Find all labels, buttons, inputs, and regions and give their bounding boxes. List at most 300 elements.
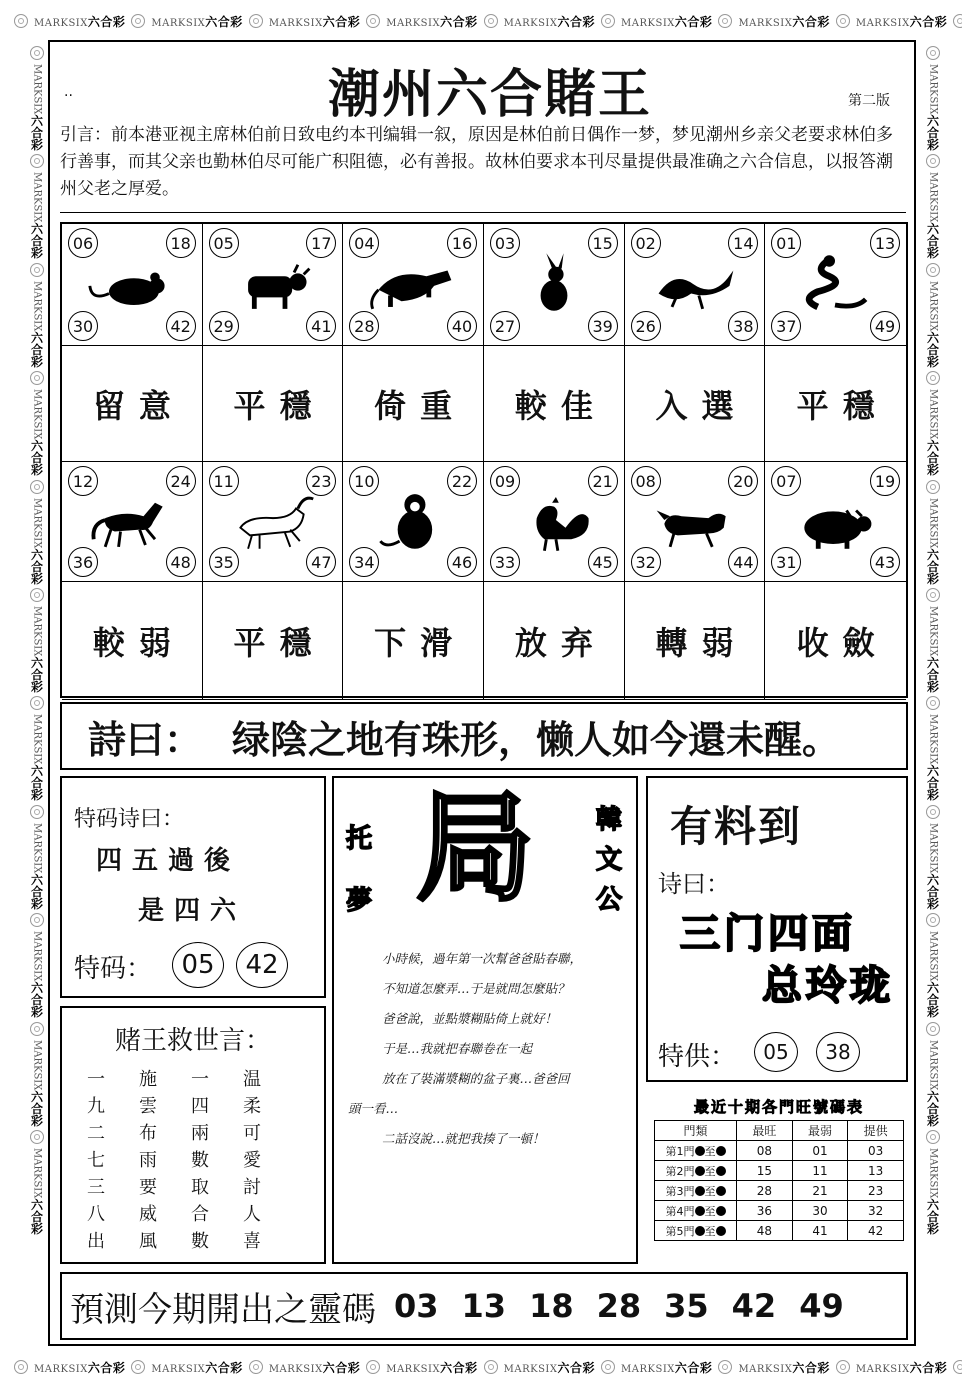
watermark-word: MARKSIX — [31, 714, 43, 765]
flower-ornament-icon — [601, 14, 615, 28]
wisdom-char: 温 — [243, 1069, 261, 1090]
flower-ornament-icon — [30, 913, 44, 927]
stats-cell: 28 — [737, 1181, 793, 1201]
number-ball: 17 — [306, 228, 336, 258]
number-ball: 05 — [209, 228, 239, 258]
tip-poem-label: 诗曰： — [658, 870, 730, 898]
number-ball: 11 — [209, 466, 239, 496]
watermark-brand: 六合彩 — [925, 547, 940, 584]
prediction-numbers — [394, 1287, 844, 1325]
poem-text: 绿陰之地有珠形，懒人如今還未醒。 — [232, 717, 841, 762]
side-char: 公 — [596, 885, 623, 915]
watermark-word: MARKSIX — [31, 172, 43, 223]
pig-icon — [789, 488, 881, 554]
wisdom-char: 施 — [139, 1069, 157, 1090]
number-ball: 18 — [166, 228, 196, 258]
prediction-number: 49 — [799, 1287, 844, 1325]
watermark-word: MARKSIX — [621, 1363, 675, 1375]
stats-cell: 08 — [737, 1141, 793, 1161]
watermark-brand: 六合彩 — [29, 547, 44, 584]
number-ball: 13 — [870, 228, 900, 258]
watermark-word: MARKSIX — [738, 1363, 793, 1375]
tip-supply-ball: 05 — [754, 1032, 798, 1072]
number-ball: 28 — [349, 311, 379, 341]
story-line: 于是…我就把春聯卷在一起 — [382, 1041, 533, 1056]
watermark-text — [29, 281, 46, 367]
flower-ornament-icon — [926, 480, 940, 494]
watermark-brand: 六合彩 — [29, 873, 44, 910]
number-ball: 38 — [728, 311, 758, 341]
watermark-brand: 六合彩 — [29, 1089, 44, 1126]
watermark-word: MARKSIX — [927, 714, 939, 765]
flower-ornament-icon — [131, 1360, 145, 1374]
number-ball: 03 — [490, 228, 520, 258]
flower-ornament-icon — [30, 588, 44, 602]
fortune-word: 收斂 — [765, 582, 906, 700]
watermark-brand: 六合彩 — [87, 14, 126, 29]
stats-header-row — [655, 1121, 904, 1141]
watermark-brand: 六合彩 — [205, 14, 243, 29]
wisdom-column — [84, 1066, 108, 1255]
side-char: 韓 — [596, 805, 623, 835]
watermark-text — [29, 823, 46, 909]
stats-header: 提供 — [848, 1121, 904, 1141]
stats-gate-cell — [655, 1201, 737, 1221]
fortune-word: 下滑 — [343, 582, 484, 700]
number-ball: 02 — [631, 228, 661, 258]
fortune-word: 平穩 — [203, 582, 344, 700]
watermark-brand: 六合彩 — [925, 1198, 940, 1235]
stats-cell: 11 — [792, 1161, 848, 1181]
story-line: 小時候，過年第一次幫爸爸貼春聯， — [382, 951, 583, 966]
number-ball: 09 — [490, 466, 520, 496]
flower-ornament-icon — [249, 14, 263, 28]
prediction-number: 42 — [731, 1287, 777, 1325]
special-code-ball: 42 — [236, 942, 288, 988]
stats-gate: 第4門 — [665, 1204, 695, 1218]
watermark-brand: 六合彩 — [29, 1198, 44, 1235]
stats-gate-cell — [655, 1221, 737, 1241]
number-ball: 08 — [631, 466, 661, 496]
prediction-number: 13 — [461, 1287, 507, 1325]
zodiac-cell — [765, 224, 906, 346]
number-ball: 41 — [306, 311, 336, 341]
number-ball: 19 — [870, 466, 900, 496]
stats-gate: 第3門 — [665, 1184, 695, 1198]
prediction-label: 預測今期開出之靈碼 — [70, 1289, 376, 1330]
number-ball: 48 — [166, 547, 196, 577]
divider — [60, 212, 906, 213]
number-ball: 30 — [68, 311, 98, 341]
flower-ornament-icon — [718, 1360, 732, 1374]
rabbit-icon — [508, 250, 600, 316]
watermark-text — [925, 1040, 942, 1126]
dream-right-chars — [596, 800, 626, 920]
flower-ornament-icon — [366, 14, 380, 28]
ball-icon — [716, 1166, 726, 1176]
tip-supply-ball: 38 — [816, 1032, 860, 1072]
watermark-text — [925, 389, 942, 475]
special-poem-line1: 四五過後 — [96, 846, 241, 876]
watermark-word: MARKSIX — [927, 389, 939, 440]
flower-ornament-icon — [14, 1360, 28, 1374]
watermark-text — [504, 13, 595, 30]
flower-ornament-icon — [926, 371, 940, 385]
watermark-text — [925, 1148, 942, 1234]
flower-ornament-icon — [30, 263, 44, 277]
special-code-ball: 05 — [172, 942, 224, 988]
prediction-number: 35 — [664, 1287, 709, 1325]
watermark-brand: 六合彩 — [925, 439, 940, 476]
flower-ornament-icon — [30, 696, 44, 710]
special-code-box — [60, 776, 326, 998]
flower-ornament-icon — [30, 154, 44, 168]
flower-ornament-icon — [926, 913, 940, 927]
rat-icon — [86, 250, 178, 316]
number-ball: 36 — [68, 547, 98, 577]
watermark-word: MARKSIX — [855, 17, 910, 29]
watermark-word: MARKSIX — [268, 1363, 323, 1375]
wisdom-char: 取 — [191, 1177, 209, 1198]
watermark-text — [269, 1359, 360, 1376]
wisdom-char: 威 — [139, 1204, 157, 1225]
wisdom-char: 討 — [243, 1177, 261, 1198]
tip-hint-line2: 总玲珑 — [762, 963, 894, 1009]
story-line: 爸爸說，並點漿糊貼倚上就好！ — [382, 1011, 558, 1026]
watermark-word: MARKSIX — [151, 17, 206, 29]
watermark-word: MARKSIX — [34, 1363, 88, 1375]
wisdom-char: 二 — [87, 1123, 105, 1144]
watermark-brand: 六合彩 — [925, 222, 940, 259]
watermark-text — [34, 13, 125, 30]
special-code-label: 特码： — [74, 954, 153, 984]
fortune-word: 入選 — [625, 346, 766, 462]
watermark-brand: 六合彩 — [909, 14, 948, 29]
number-ball: 06 — [68, 228, 98, 258]
flower-ornament-icon — [953, 14, 962, 28]
watermark-word: MARKSIX — [503, 17, 558, 29]
number-ball: 35 — [209, 547, 239, 577]
watermark-brand: 六合彩 — [792, 1360, 830, 1375]
stats-row — [655, 1161, 904, 1181]
stats-cell: 03 — [848, 1141, 904, 1161]
wisdom-char: 三 — [87, 1177, 105, 1198]
number-ball: 39 — [588, 311, 618, 341]
number-ball: 32 — [631, 547, 661, 577]
fortune-word: 放弃 — [484, 582, 625, 700]
watermark-text — [29, 606, 46, 692]
watermark-brand: 六合彩 — [29, 981, 44, 1018]
zodiac-cell — [625, 462, 766, 582]
wisdom-char: 出 — [87, 1231, 105, 1252]
zodiac-cell — [343, 462, 484, 582]
wisdom-column — [188, 1066, 212, 1255]
poem-banner — [60, 702, 908, 770]
story-line: 二話沒說…就把我揍了一頓！ — [382, 1131, 545, 1146]
stats-cell: 30 — [792, 1201, 848, 1221]
snake-icon — [789, 250, 881, 316]
watermark-word: MARKSIX — [386, 17, 441, 29]
watermark-brand: 六合彩 — [29, 439, 44, 476]
wisdom-char: 數 — [191, 1150, 209, 1171]
watermark-text — [29, 172, 46, 258]
ball-icon — [695, 1186, 705, 1196]
ox-icon — [227, 250, 319, 316]
number-ball: 46 — [447, 547, 477, 577]
number-ball: 15 — [588, 228, 618, 258]
flower-ornament-icon — [484, 14, 498, 28]
watermark-brand: 六合彩 — [322, 14, 361, 29]
fortune-word: 留意 — [62, 346, 203, 462]
fortune-word: 平穩 — [765, 346, 906, 462]
flower-ornament-icon — [249, 1360, 263, 1374]
watermark-word: MARKSIX — [927, 497, 939, 548]
watermark-word: MARKSIX — [31, 931, 43, 982]
flower-ornament-icon — [926, 588, 940, 602]
wisdom-char: 四 — [191, 1096, 209, 1117]
watermark-text — [738, 13, 829, 30]
dragon-icon — [649, 250, 741, 316]
dream-big-char: 局 — [416, 779, 535, 917]
watermark-brand: 六合彩 — [909, 1360, 948, 1375]
prediction-number: 28 — [596, 1287, 642, 1325]
stats-gate-cell — [655, 1141, 737, 1161]
watermark-text — [29, 389, 46, 475]
stats-cell: 48 — [737, 1221, 793, 1241]
special-poem-label: 特码诗曰： — [74, 807, 185, 832]
watermark-word: MARKSIX — [268, 17, 323, 29]
flower-ornament-icon — [926, 46, 940, 60]
edition-label: 第二版 — [848, 93, 890, 109]
ball-icon — [716, 1206, 726, 1216]
wisdom-char: 九 — [87, 1096, 105, 1117]
watermark-text — [269, 13, 360, 30]
number-ball: 37 — [771, 311, 801, 341]
number-ball: 10 — [349, 466, 379, 496]
stats-cell: 21 — [792, 1181, 848, 1201]
watermark-brand: 六合彩 — [440, 1360, 478, 1375]
flower-ornament-icon — [953, 1360, 962, 1374]
flower-ornament-icon — [131, 14, 145, 28]
tip-supply-label: 特供： — [658, 1042, 737, 1072]
watermark-text — [925, 931, 942, 1017]
watermark-text — [925, 498, 942, 584]
wisdom-char: 可 — [243, 1123, 261, 1144]
watermark-word: MARKSIX — [31, 280, 43, 332]
watermark-brand: 六合彩 — [925, 1089, 940, 1126]
stats-range: 至 — [704, 1164, 716, 1178]
ball-icon — [695, 1146, 705, 1156]
watermark-strip-bottom — [0, 1350, 962, 1384]
wisdom-char: 愛 — [243, 1150, 261, 1171]
stats-cell: 32 — [848, 1201, 904, 1221]
story-line: 放在了裝滿漿糊的盆子裏…爸爸回 — [382, 1071, 570, 1086]
watermark-word: MARKSIX — [927, 605, 939, 657]
watermark-word: MARKSIX — [31, 605, 43, 657]
flower-ornament-icon — [601, 1360, 615, 1374]
stats-range: 至 — [704, 1204, 716, 1218]
watermark-text — [29, 1040, 46, 1126]
watermark-brand: 六合彩 — [29, 764, 44, 801]
watermark-brand: 六合彩 — [925, 331, 940, 368]
watermark-text — [29, 714, 46, 800]
story-line: 頭一看… — [348, 1101, 399, 1116]
watermark-word: MARKSIX — [927, 1147, 939, 1199]
number-ball: 33 — [490, 547, 520, 577]
number-ball: 29 — [209, 311, 239, 341]
watermark-brand: 六合彩 — [205, 1360, 243, 1375]
number-ball: 47 — [306, 547, 336, 577]
stats-row — [655, 1141, 904, 1161]
number-ball: 21 — [588, 466, 618, 496]
stats-row — [655, 1181, 904, 1201]
watermark-text — [504, 1359, 595, 1376]
tip-panel — [646, 776, 908, 1082]
watermark-word: MARKSIX — [738, 17, 793, 29]
prediction-bar — [60, 1272, 908, 1340]
watermark-word: MARKSIX — [503, 1363, 558, 1375]
zodiac-cell — [625, 224, 766, 346]
watermark-brand: 六合彩 — [29, 222, 44, 259]
tiger-icon — [367, 250, 459, 316]
watermark-text — [151, 1359, 242, 1376]
number-ball: 34 — [349, 547, 379, 577]
zodiac-cell — [62, 462, 203, 582]
ball-icon — [716, 1226, 726, 1236]
watermark-text — [151, 13, 242, 30]
wisdom-box — [60, 1006, 326, 1264]
stats-gate: 第1門 — [665, 1144, 695, 1158]
watermark-text — [925, 281, 942, 367]
side-char: 托 — [346, 824, 373, 854]
zodiac-cell — [203, 224, 344, 346]
stats-range: 至 — [704, 1184, 716, 1198]
watermark-word: MARKSIX — [31, 389, 43, 440]
stats-cell: 23 — [848, 1181, 904, 1201]
number-ball: 01 — [771, 228, 801, 258]
wisdom-char: 雨 — [139, 1150, 157, 1171]
stats-range: 至 — [704, 1144, 716, 1158]
watermark-word: MARKSIX — [31, 64, 43, 115]
side-char: 夢 — [346, 886, 373, 916]
stats-gate: 第5門 — [665, 1224, 695, 1238]
flower-ornament-icon — [926, 1022, 940, 1036]
wisdom-char: 人 — [243, 1204, 261, 1225]
watermark-text — [34, 1359, 125, 1376]
watermark-brand: 六合彩 — [557, 1360, 596, 1375]
number-ball: 22 — [447, 466, 477, 496]
stats-title: 最近十期各門旺號碼表 — [693, 1098, 864, 1116]
stats-header: 門類 — [655, 1121, 737, 1141]
number-ball: 49 — [870, 311, 900, 341]
flower-ornament-icon — [30, 46, 44, 60]
watermark-brand: 六合彩 — [674, 14, 713, 29]
prediction-number: 18 — [529, 1287, 574, 1325]
watermark-word: MARKSIX — [31, 1147, 43, 1199]
flower-ornament-icon — [30, 805, 44, 819]
flower-ornament-icon — [14, 14, 28, 28]
fortune-word: 較佳 — [484, 346, 625, 462]
flower-ornament-icon — [926, 805, 940, 819]
watermark-brand: 六合彩 — [87, 1360, 126, 1375]
zodiac-cell — [203, 462, 344, 582]
flower-ornament-icon — [836, 14, 850, 28]
stats-cell: 41 — [792, 1221, 848, 1241]
watermark-text — [29, 1148, 46, 1234]
stats-cell: 01 — [792, 1141, 848, 1161]
ball-icon — [695, 1166, 705, 1176]
watermark-brand: 六合彩 — [925, 764, 940, 801]
number-ball: 23 — [306, 466, 336, 496]
stats-table — [654, 1120, 904, 1241]
watermark-brand: 六合彩 — [322, 1360, 361, 1375]
watermark-text — [738, 1359, 829, 1376]
wisdom-char: 布 — [139, 1123, 157, 1144]
wisdom-char: 柔 — [243, 1096, 261, 1117]
watermark-word: MARKSIX — [34, 17, 88, 29]
flower-ornament-icon — [836, 1360, 850, 1374]
watermark-strip-right — [918, 36, 948, 1348]
number-ball: 26 — [631, 311, 661, 341]
watermark-word: MARKSIX — [927, 64, 939, 115]
zodiac-cell — [484, 224, 625, 346]
wisdom-char: 七 — [87, 1150, 105, 1171]
watermark-text — [925, 823, 942, 909]
flower-ornament-icon — [30, 1130, 44, 1144]
intro-text: 引言：前本港亚视主席林伯前日致电约本刊编辑一叙，原因是林伯前日偶作一梦，梦见潮州乡亲父老要求林伯多行善事，而其父亲也勤林伯尽可能广积阻德，必有善报。故林伯要求本刊尽量提供最准确之六合信息，以报答潮州父老之厚爱。 — [60, 125, 893, 199]
number-ball: 12 — [68, 466, 98, 496]
ball-icon — [716, 1146, 726, 1156]
number-ball: 20 — [728, 466, 758, 496]
watermark-text — [29, 498, 46, 584]
watermark-text — [386, 13, 477, 30]
prediction-number: 03 — [394, 1287, 439, 1325]
story-line: 不知道怎麼弄…于是就問怎麼貼？ — [382, 981, 570, 996]
fortune-word: 轉弱 — [625, 582, 766, 700]
stats-gate-cell — [655, 1181, 737, 1201]
watermark-text — [856, 13, 947, 30]
flower-ornament-icon — [30, 480, 44, 494]
stats-gate: 第2門 — [665, 1164, 695, 1178]
watermark-brand: 六合彩 — [925, 656, 940, 693]
watermark-brand: 六合彩 — [925, 873, 940, 910]
watermark-word: MARKSIX — [927, 172, 939, 223]
watermark-brand: 六合彩 — [925, 981, 940, 1018]
watermark-word: MARKSIX — [386, 1363, 441, 1375]
special-poem-line2: 是四六 — [138, 896, 247, 926]
fortune-word: 倚重 — [343, 346, 484, 462]
stats-cell: 36 — [737, 1201, 793, 1221]
dream-story — [348, 944, 632, 1154]
wisdom-columns — [84, 1066, 264, 1255]
flower-ornament-icon — [30, 371, 44, 385]
wisdom-title: 赌王救世言： — [114, 1026, 271, 1056]
stats-header: 最旺 — [737, 1121, 793, 1141]
zodiac-cell — [62, 224, 203, 346]
flower-ornament-icon — [30, 1022, 44, 1036]
watermark-text — [925, 64, 942, 150]
tip-hint-line1: 三门四面 — [680, 911, 856, 957]
watermark-word: MARKSIX — [927, 280, 939, 332]
number-ball: 14 — [728, 228, 758, 258]
wisdom-char: 合 — [191, 1204, 209, 1225]
watermark-word: MARKSIX — [621, 17, 675, 29]
ball-icon — [695, 1206, 705, 1216]
fortune-word: 較弱 — [62, 582, 203, 700]
page-title: 潮州六合賭王 — [327, 64, 652, 125]
monkey-icon — [367, 488, 459, 554]
wisdom-char: 風 — [139, 1231, 157, 1252]
